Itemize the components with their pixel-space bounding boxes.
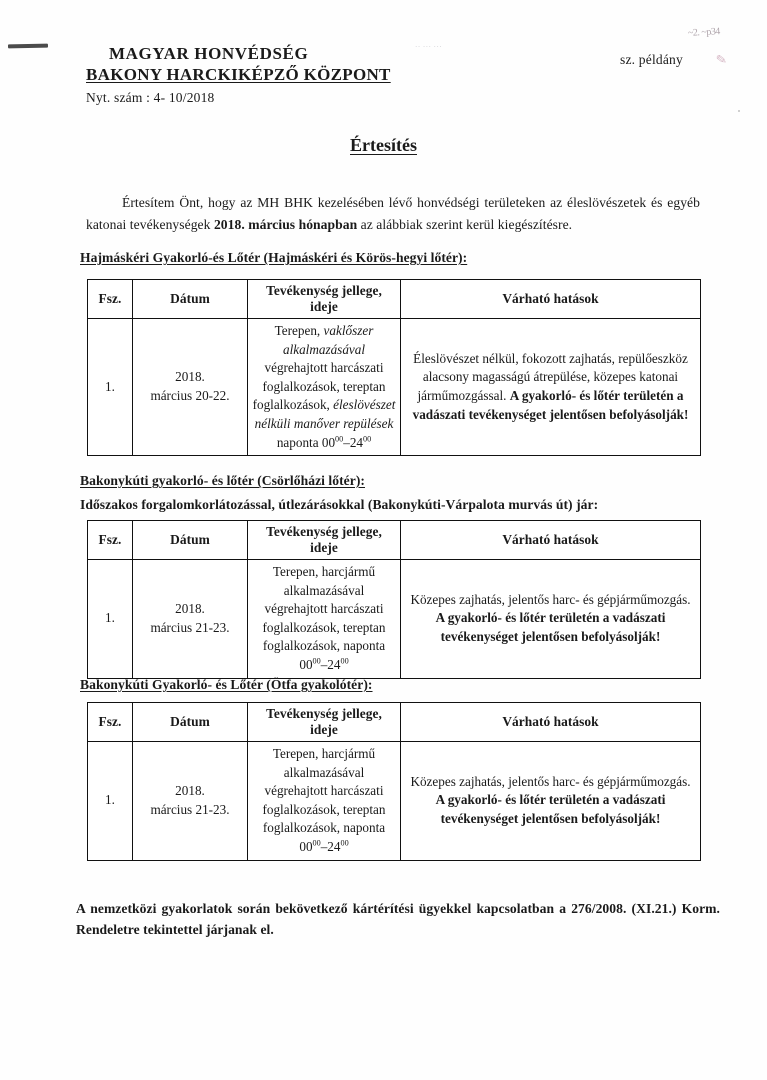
cell-date-line1: 2018. [175, 783, 205, 799]
letterhead [86, 44, 506, 108]
cell-fsz: 1. [88, 560, 133, 679]
organization-name-line1: MAGYAR HONVÉDSÉG [109, 44, 309, 63]
table-bakonykuti-csorlohazi [87, 520, 701, 679]
col-header-datum: Dátum [133, 280, 248, 319]
cell-effects [401, 319, 701, 456]
registration-number: Nyt. szám : 4- 10/2018 [86, 90, 215, 105]
table-bakonykuti-otfa [87, 702, 701, 861]
col-header-effects: Várható hatások [401, 280, 701, 319]
table-row [88, 319, 701, 456]
intro-paragraph [86, 192, 700, 235]
cell-date [133, 319, 248, 456]
page-title [0, 135, 767, 156]
table-header-row [88, 521, 701, 560]
cell-effects-normal: Éleslövészet nélkül, fokozott zajhatás, repülőeszköz alacsony magasságú átrepülése, közepes katonai járműmozgással. [413, 350, 688, 404]
intro-text-part2: az alábbiak szerint kerül kiegészítésre. [357, 216, 573, 232]
scan-artifact-faint-text: ·· ··· ··· [415, 43, 443, 51]
cell-date [133, 560, 248, 679]
organization-name-line2: BAKONY HARCKIKÉPZŐ KÖZPONT [86, 65, 391, 84]
intro-text-bold: 2018. március hónapban [213, 216, 358, 232]
cell-date-line2: március 21-23. [150, 801, 230, 817]
cell-activity: Terepen, harcjármű alkalmazásával végrehajtott harcászati foglalkozások, tereptan foglalkozások, naponta $00^{00}-24^{00}$ [248, 742, 401, 861]
col-header-activity [248, 703, 401, 742]
scan-artifact-dot [738, 110, 740, 112]
section-heading-bakonykuti-csorlohazi: Bakonykúti gyakorló- és lőtér (Csörlőházi lőtér): [80, 473, 365, 488]
cell-fsz: 1. [88, 319, 133, 456]
cell-effects [401, 560, 701, 679]
scan-artifact-mark [8, 44, 48, 49]
cell-date-line1: 2018. [175, 601, 205, 617]
section-heading-bakonykuti-otfa: Bakonykúti Gyakorló- és Lőtér (Ötfa gyakolótér): [80, 677, 373, 692]
col-header-datum: Dátum [133, 703, 248, 742]
cell-effects [401, 742, 701, 861]
col-header-activity: Tevékenység jellege, ideje [248, 521, 401, 560]
cell-date [133, 742, 248, 861]
closing-paragraph: A nemzetközi gyakorlatok során bekövetkező kártérítési ügyekkel kapcsolatban a 276/2008. (XI.21.) Korm. Rendeletre tekintettel járjanak el. [76, 901, 720, 937]
cell-date-line1: 2018. [175, 369, 205, 385]
table-row [88, 560, 701, 679]
col-header-datum: Dátum [133, 521, 248, 560]
section-note-traffic-restriction: Időszakos forgalomkorlátozással, útlezárásokkal (Bakonykúti-Várpalota murvás út) jár: [80, 497, 599, 512]
col-header-fsz: Fsz. [88, 280, 133, 319]
cell-effects-bold: A gyakorló- és lőtér területén a vadászati tevékenységet jelentősen befolyásolják! [412, 388, 689, 422]
cell-effects-normal: Közepes zajhatás, jelentős harc- és gépjárműmozgás. [410, 773, 691, 789]
cell-effects-bold: A gyakorló- és lőtér területén a vadászati tevékenységet jelentősen befolyásolják! [435, 792, 666, 827]
table-header-row [88, 703, 701, 742]
table-header-row [88, 280, 701, 319]
cell-fsz: 1. [88, 742, 133, 861]
stamp-icon: ✎ [714, 51, 728, 68]
col-header-effects: Várható hatások [401, 703, 701, 742]
col-header-activity-line1: Tevékenység jellege, [266, 706, 382, 721]
page-title-text: Értesítés [350, 135, 417, 155]
col-header-activity-line2: ideje [310, 722, 338, 737]
table-row [88, 742, 701, 861]
copy-number-label: sz. példány [620, 52, 683, 67]
cell-activity: Terepen, vaklőszer alkalmazásával végrehajtott harcászati foglalkozások, tereptan foglalkozások, éleslövészet nélküli manőver repülések naponta $00^{00}-24^{00}$ [248, 319, 401, 456]
cell-date-line2: március 20-22. [150, 388, 230, 404]
cell-date-line2: március 21-23. [150, 619, 230, 635]
scan-artifact-scribble: ~2. ~p34 [687, 26, 721, 39]
col-header-activity: Tevékenység jellege, ideje [248, 280, 401, 319]
table-hajmaskeri [87, 279, 701, 456]
col-header-fsz: Fsz. [88, 521, 133, 560]
cell-effects-normal: Közepes zajhatás, jelentős harc- és gépjárműmozgás. [410, 591, 691, 607]
col-header-fsz: Fsz. [88, 703, 133, 742]
col-header-effects: Várható hatások [401, 521, 701, 560]
section-heading-hajmaskeri: Hajmáskéri Gyakorló-és Lőtér (Hajmáskéri és Körös-hegyi lőtér): [80, 250, 468, 265]
intro-text-part1: Értesítem Önt, hogy az MH BHK kezelésében lévő honvédségi területeken az éleslövészetek és egyéb katonai tevékenységek [86, 195, 700, 232]
cell-effects-bold: A gyakorló- és lőtér területén a vadászati tevékenységet jelentősen befolyásolják! [435, 610, 666, 645]
cell-activity: Terepen, harcjármű alkalmazásával végrehajtott harcászati foglalkozások, tereptan foglalkozások, naponta $00^{00}-24^{00}$ [248, 560, 401, 679]
